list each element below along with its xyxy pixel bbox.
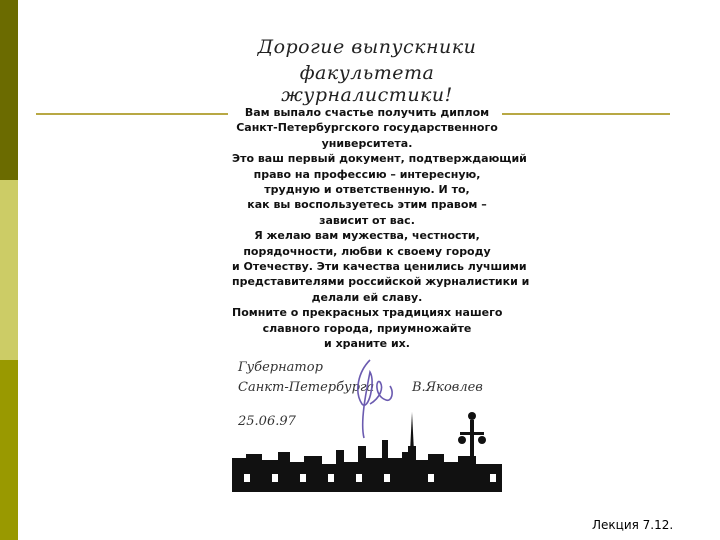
body-line: право на профессию – интересную, <box>253 167 481 181</box>
body-line: и храните их. <box>324 337 410 351</box>
body-line: как вы воспользуетесь этим правом – <box>247 198 487 212</box>
body-line: славного города, приумножайте <box>262 321 472 335</box>
body-line: Санкт-Петербургского государственного <box>236 121 498 135</box>
body-line: представителями российской журналистики и <box>232 275 530 289</box>
body-line: зависит от вас. <box>319 213 415 227</box>
body-line: порядочности, любви к своему городу <box>243 244 491 258</box>
signature-role-line2: Санкт-Петербурга <box>238 380 375 395</box>
signature-name: В.Яковлев <box>412 380 483 395</box>
accent-stripe-olive <box>0 360 18 540</box>
letter-title-line1: Дорогие выпускники <box>257 36 477 58</box>
letter-scan <box>232 30 530 490</box>
body-line: трудную и ответственную. И то, <box>264 183 470 197</box>
accent-stripe-dark <box>0 0 18 180</box>
city-skyline-silhouette <box>232 410 502 492</box>
body-line: делали ей славу. <box>311 290 423 304</box>
body-line: Это ваш первый документ, подтверждающий <box>232 152 527 166</box>
body-line: Помните о прекрасных традициях нашего <box>232 306 503 320</box>
body-line: университета. <box>321 136 413 150</box>
signature-date: 25.06.97 <box>238 414 296 429</box>
divider-right <box>502 113 670 115</box>
body-line: и Отечеству. Эти качества ценились лучшими <box>232 260 527 274</box>
accent-stripe-light <box>0 180 18 360</box>
lecture-label: Лекция 7.12. <box>592 518 674 532</box>
signature-role-line1: Губернатор <box>238 360 323 375</box>
letter-body <box>232 105 530 352</box>
letter-title-line2: факультета журналистики! <box>281 62 453 106</box>
body-line: Вам выпало счастье получить диплом <box>244 106 490 119</box>
divider-left <box>36 113 228 115</box>
body-line: Я желаю вам мужества, честности, <box>254 229 480 243</box>
